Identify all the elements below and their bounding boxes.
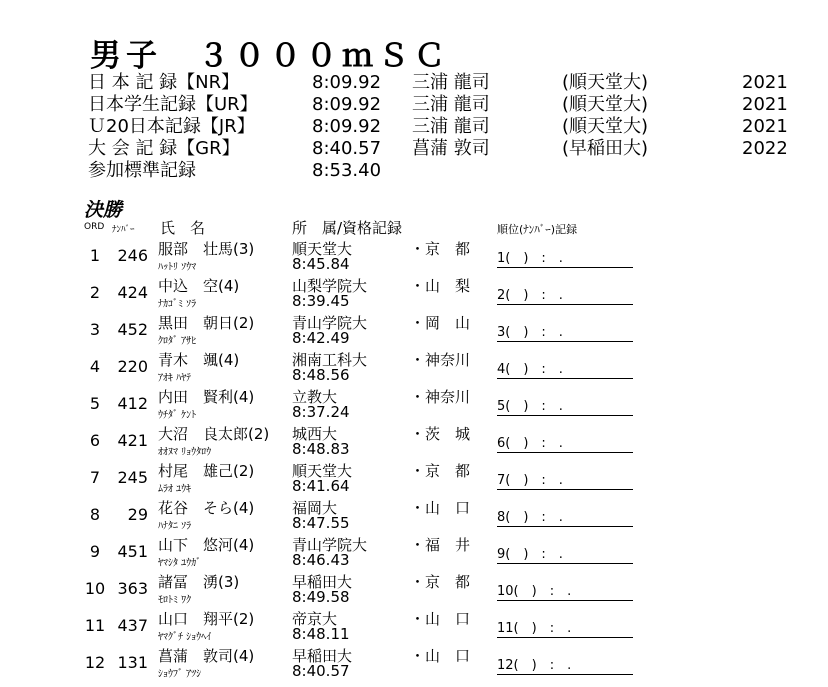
athlete-bib: 424 — [117, 283, 148, 302]
athlete-kana: ﾔﾏｸﾞﾁ ｼｮｳﾍｲ — [158, 632, 212, 643]
athlete-qualifying-mark: 8:48.83 — [292, 440, 350, 458]
result-entry-line — [497, 325, 633, 342]
athlete-prefecture: ・茨 城 — [410, 425, 471, 443]
result-place: 10 — [497, 584, 514, 599]
result-entry-line — [497, 473, 633, 490]
table-row — [0, 275, 828, 312]
result-template: ( ) : . — [505, 473, 563, 488]
record-holder: 三浦 龍司 — [412, 72, 490, 93]
result-place: 3 — [497, 325, 506, 340]
record-row — [0, 160, 828, 182]
header-ord: ORD — [84, 222, 105, 232]
result-template: ( ) : . — [505, 362, 563, 377]
athlete-bib: 245 — [117, 468, 148, 487]
athlete-prefecture: ・山 梨 — [410, 277, 471, 295]
athlete-kana: ｱｵｷ ﾊﾔﾃ — [158, 373, 192, 384]
athlete-order: 11 — [84, 616, 106, 635]
event-title: 男子 ３０００ｍＳＣ — [90, 38, 450, 74]
record-year: 2022 — [742, 138, 788, 159]
record-holder: 三浦 龍司 — [412, 116, 490, 137]
result-place: 9 — [497, 547, 506, 562]
athlete-order: 2 — [89, 283, 101, 302]
athlete-name: 青木 颯(4) — [158, 351, 240, 369]
record-label: 日本学生記録【UR】 — [88, 94, 258, 115]
athlete-kana: ｸﾛﾀﾞ ｱｻﾋ — [158, 336, 197, 347]
result-template: ( ) : . — [505, 547, 563, 562]
athlete-qualifying-mark: 8:39.45 — [292, 292, 350, 310]
result-template: ( ) : . — [513, 658, 572, 673]
athlete-name: 菖蒲 敦司(4) — [158, 647, 255, 665]
athlete-order: 8 — [89, 505, 101, 524]
athlete-team: 順天堂大 — [292, 240, 353, 258]
record-time: 8:09.92 — [312, 116, 382, 137]
result-entry-line — [497, 436, 633, 453]
athlete-order: 5 — [89, 394, 101, 413]
athlete-qualifying-mark: 8:48.11 — [292, 625, 350, 643]
result-place: 11 — [497, 621, 514, 636]
record-row — [0, 72, 828, 94]
athlete-name: 中込 空(4) — [158, 277, 240, 295]
record-time: 8:53.40 — [312, 160, 382, 181]
result-place: 2 — [497, 288, 506, 303]
result-place: 4 — [497, 362, 506, 377]
athlete-kana: ﾓﾛﾄﾐ ﾜｸ — [158, 595, 192, 606]
table-row — [0, 460, 828, 497]
athlete-prefecture: ・山 口 — [410, 499, 471, 517]
athlete-team: 帝京大 — [292, 610, 338, 628]
athlete-qualifying-mark: 8:37.24 — [292, 403, 350, 421]
result-place: 7 — [497, 473, 506, 488]
record-year: 2021 — [742, 94, 788, 115]
athlete-bib: 363 — [117, 579, 148, 598]
athlete-kana: ﾔﾏｼﾀ ﾕｳｶﾞ — [158, 558, 202, 569]
table-row — [0, 645, 828, 682]
section-title: 決勝 — [84, 199, 123, 221]
result-entry-line — [497, 251, 633, 268]
athlete-bib: 437 — [117, 616, 148, 635]
result-entry-line — [497, 362, 633, 379]
athlete-qualifying-mark: 8:49.58 — [292, 588, 350, 606]
result-template: ( ) : . — [513, 621, 572, 636]
athlete-prefecture: ・山 口 — [410, 647, 471, 665]
athlete-kana: ﾅｶｺﾞﾐ ｿﾗ — [158, 299, 197, 310]
athlete-name: 黒田 朝日(2) — [158, 314, 255, 332]
athlete-prefecture: ・山 口 — [410, 610, 471, 628]
athlete-name: 山口 翔平(2) — [158, 610, 255, 628]
header-team: 所 属/資格記録 — [292, 219, 403, 237]
header-name: 氏 名 — [160, 219, 206, 237]
athlete-prefecture: ・神奈川 — [410, 388, 471, 406]
athlete-kana: ｵｵﾇﾏ ﾘｮｳﾀﾛｳ — [158, 447, 212, 458]
athlete-order: 10 — [84, 579, 106, 598]
athlete-order: 6 — [89, 431, 101, 450]
athlete-prefecture: ・京 都 — [410, 240, 471, 258]
record-label: 参加標準記録 — [88, 160, 196, 181]
athlete-kana: ﾑﾗｵ ﾕｳｷ — [158, 484, 192, 495]
athlete-bib: 412 — [117, 394, 148, 413]
athlete-team: 城西大 — [292, 425, 338, 443]
result-entry-line — [497, 510, 633, 527]
record-row — [0, 94, 828, 116]
athlete-team: 早稲田大 — [292, 573, 353, 591]
result-template: ( ) : . — [505, 436, 563, 451]
athlete-team: 順天堂大 — [292, 462, 353, 480]
athlete-qualifying-mark: 8:42.49 — [292, 329, 350, 347]
result-entry-line — [497, 658, 633, 675]
athlete-prefecture: ・京 都 — [410, 573, 471, 591]
result-entry-line — [497, 547, 633, 564]
athlete-name: 大沼 良太郎(2) — [158, 425, 270, 443]
table-row — [0, 349, 828, 386]
athlete-prefecture: ・岡 山 — [410, 314, 471, 332]
athlete-qualifying-mark: 8:47.55 — [292, 514, 350, 532]
record-team: (順天堂大) — [562, 116, 649, 137]
athlete-order: 4 — [89, 357, 101, 376]
table-row — [0, 423, 828, 460]
table-row — [0, 386, 828, 423]
athlete-name: 内田 賢利(4) — [158, 388, 255, 406]
record-time: 8:40.57 — [312, 138, 382, 159]
record-label: 日 本 記 録【NR】 — [88, 72, 240, 93]
record-year: 2021 — [742, 116, 788, 137]
athlete-kana: ｼｮｳﾌﾞ ｱﾂｼ — [158, 669, 202, 680]
athlete-bib: 131 — [117, 653, 148, 672]
athlete-name: 村尾 雄己(2) — [158, 462, 255, 480]
athlete-team: 青山学院大 — [292, 536, 368, 554]
record-label: 大 会 記 録【GR】 — [88, 138, 240, 159]
athlete-team: 早稲田大 — [292, 647, 353, 665]
result-template: ( ) : . — [505, 251, 563, 266]
athlete-bib: 29 — [127, 505, 148, 524]
record-holder: 三浦 龍司 — [412, 94, 490, 115]
athlete-team: 山梨学院大 — [292, 277, 368, 295]
table-row — [0, 312, 828, 349]
athlete-qualifying-mark: 8:45.84 — [292, 255, 350, 273]
athlete-qualifying-mark: 8:40.57 — [292, 662, 350, 680]
record-row — [0, 138, 828, 160]
athlete-qualifying-mark: 8:41.64 — [292, 477, 350, 495]
result-entry-line — [497, 399, 633, 416]
athlete-kana: ﾊﾅﾀﾆ ｿﾗ — [158, 521, 192, 532]
athlete-name: 花谷 そら(4) — [158, 499, 255, 517]
athlete-team: 福岡大 — [292, 499, 338, 517]
record-holder: 菖蒲 敦司 — [412, 138, 490, 159]
result-entry-line — [497, 621, 633, 638]
record-team: (順天堂大) — [562, 72, 649, 93]
result-entry-line — [497, 288, 633, 305]
athlete-bib: 246 — [117, 246, 148, 265]
header-result: 順位(ﾅﾝﾊﾞｰ)記録 — [497, 223, 578, 236]
athlete-prefecture: ・神奈川 — [410, 351, 471, 369]
table-row — [0, 608, 828, 645]
result-template: ( ) : . — [513, 584, 572, 599]
record-time: 8:09.92 — [312, 94, 382, 115]
result-template: ( ) : . — [505, 510, 563, 525]
athlete-qualifying-mark: 8:46.43 — [292, 551, 350, 569]
result-place: 6 — [497, 436, 506, 451]
athlete-order: 1 — [89, 246, 101, 265]
athlete-prefecture: ・京 都 — [410, 462, 471, 480]
result-place: 1 — [497, 251, 506, 266]
result-place: 12 — [497, 658, 514, 673]
athlete-name: 服部 壮馬(3) — [158, 240, 255, 258]
record-time: 8:09.92 — [312, 72, 382, 93]
table-row — [0, 497, 828, 534]
athlete-bib: 421 — [117, 431, 148, 450]
athlete-order: 9 — [89, 542, 101, 561]
athlete-team: 青山学院大 — [292, 314, 368, 332]
header-bib: ﾅﾝﾊﾞｰ — [112, 225, 135, 235]
athlete-qualifying-mark: 8:48.56 — [292, 366, 350, 384]
record-team: (順天堂大) — [562, 94, 649, 115]
result-template: ( ) : . — [505, 325, 563, 340]
athlete-kana: ﾊｯﾄﾘ ｿｳﾏ — [158, 262, 197, 273]
athlete-bib: 220 — [117, 357, 148, 376]
record-row — [0, 116, 828, 138]
result-template: ( ) : . — [505, 288, 563, 303]
table-row — [0, 238, 828, 275]
athlete-order: 12 — [84, 653, 106, 672]
athlete-team: 湘南工科大 — [292, 351, 368, 369]
athlete-bib: 451 — [117, 542, 148, 561]
result-entry-line — [497, 584, 633, 601]
athlete-team: 立教大 — [292, 388, 338, 406]
athlete-name: 諸冨 湧(3) — [158, 573, 240, 591]
result-place: 5 — [497, 399, 506, 414]
athlete-kana: ｳﾁﾀﾞ ｹﾝﾄ — [158, 410, 197, 421]
table-row — [0, 571, 828, 608]
athlete-prefecture: ・福 井 — [410, 536, 471, 554]
record-team: (早稲田大) — [562, 138, 649, 159]
record-label: Ｕ20日本記録【JR】 — [88, 116, 255, 137]
athlete-bib: 452 — [117, 320, 148, 339]
table-row — [0, 534, 828, 571]
athlete-order: 7 — [89, 468, 101, 487]
athlete-order: 3 — [89, 320, 101, 339]
result-place: 8 — [497, 510, 506, 525]
result-template: ( ) : . — [505, 399, 563, 414]
record-year: 2021 — [742, 72, 788, 93]
athlete-name: 山下 悠河(4) — [158, 536, 255, 554]
